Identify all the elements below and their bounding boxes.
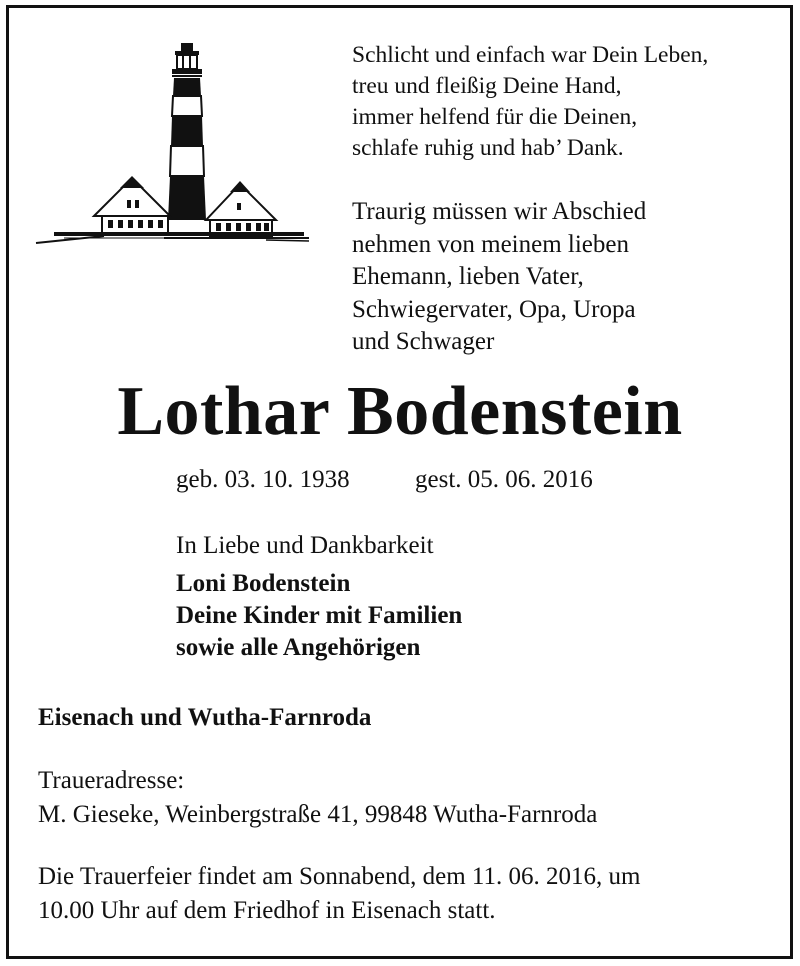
funeral-line: 10.00 Uhr auf dem Friedhof in Eisenach statt. xyxy=(38,897,496,924)
poem-line: nehmen von meinem lieben xyxy=(352,230,630,258)
address-value: M. Gieseke, Weinbergstraße 41, 99848 Wutha-Farnroda xyxy=(38,801,598,828)
lighthouse-icon xyxy=(34,38,314,253)
mourning-address xyxy=(38,764,597,832)
poem-verse-2 xyxy=(352,196,646,359)
funeral-line: Die Trauerfeier findet am Sonnabend, dem 11. 06. 2016, um xyxy=(38,863,641,890)
poem-line: schlafe ruhig und hab’ Dank. xyxy=(352,135,624,161)
poem-verse-1 xyxy=(352,40,708,164)
mourner-name: Deine Kinder mit Familien xyxy=(176,602,463,629)
poem-line: Schwiegervater, Opa, Uropa xyxy=(352,295,636,323)
deceased-name: Lothar Bodenstein xyxy=(117,373,683,450)
poem-line: Ehemann, lieben Vater, xyxy=(352,263,584,290)
funeral-info xyxy=(38,860,640,928)
mourner-name: sowie alle Angehörigen xyxy=(176,634,421,661)
address-label: Traueradresse: xyxy=(38,767,185,794)
death-date: gest. 05. 06. 2016 xyxy=(415,466,593,493)
poem-line: Schlicht und einfach war Dein Leben, xyxy=(352,42,709,68)
poem-line: und Schwager xyxy=(352,328,495,355)
birth-date: geb. 03. 10. 1938 xyxy=(176,466,350,493)
poem-line: treu und fleißig Deine Hand, xyxy=(352,73,622,99)
mourner-name: Loni Bodenstein xyxy=(176,570,351,597)
mourners-intro: In Liebe und Dankbarkeit xyxy=(176,532,434,559)
poem-line: Traurig müssen wir Abschied xyxy=(352,198,647,225)
place-line: Eisenach und Wutha-Farnroda xyxy=(38,704,372,731)
poem-line: immer helfend für die Deinen, xyxy=(352,104,638,130)
mourners-list xyxy=(176,568,462,664)
